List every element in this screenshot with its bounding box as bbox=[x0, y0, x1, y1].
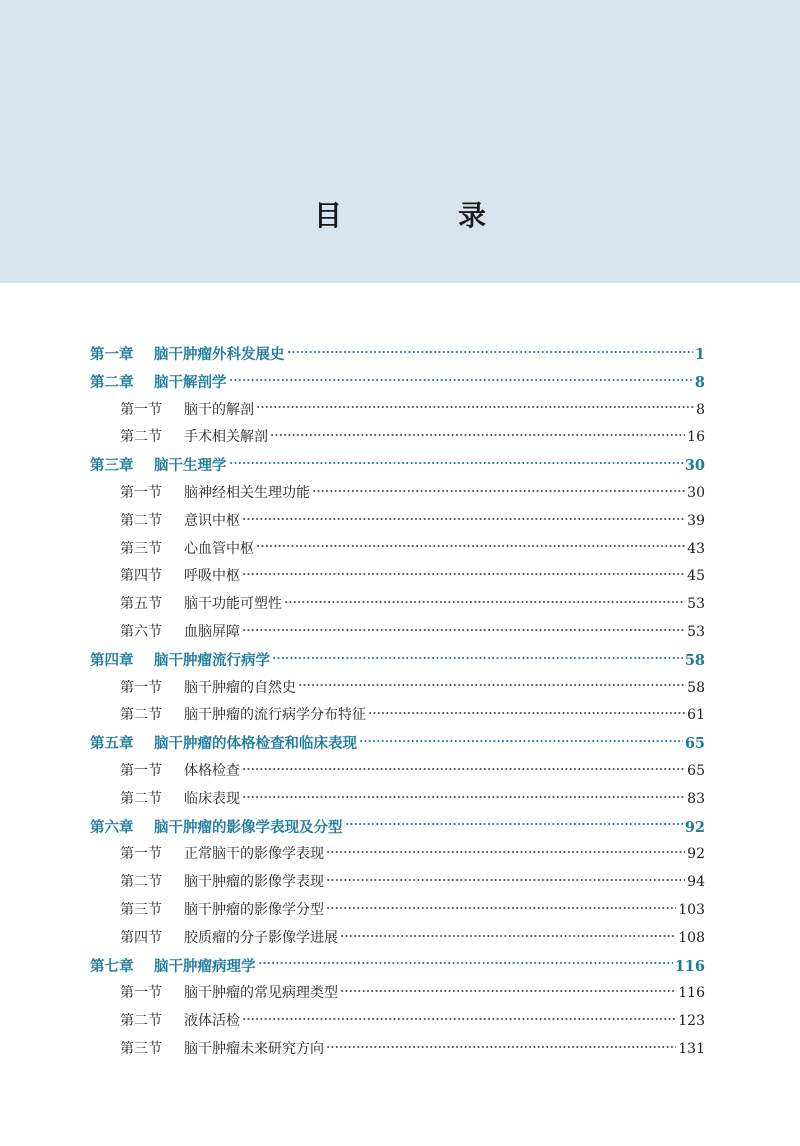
toc-page-number: 30 bbox=[687, 484, 705, 501]
toc-chapter-row bbox=[90, 369, 705, 397]
toc-chapter-row bbox=[90, 647, 705, 675]
toc-entry-title: 脑神经相关生理功能 bbox=[184, 484, 310, 501]
toc-section-row bbox=[90, 925, 705, 953]
toc-entry-title: 脑干肿瘤病理学 bbox=[154, 957, 256, 975]
toc-entry-number: 第一节 bbox=[120, 846, 162, 863]
toc-entry-title: 正常脑干的影像学表现 bbox=[184, 846, 324, 863]
toc-entry-title: 呼吸中枢 bbox=[184, 568, 240, 585]
toc-page-number: 43 bbox=[687, 540, 705, 557]
toc-entry-number: 第一节 bbox=[120, 679, 162, 696]
toc-entry-number: 第五节 bbox=[120, 596, 162, 613]
toc-dot-leader bbox=[287, 349, 693, 355]
toc-page-number: 92 bbox=[687, 846, 705, 863]
toc-entry-number: 第三节 bbox=[120, 1040, 162, 1057]
toc-section-row bbox=[90, 508, 705, 536]
toc-entry-number: 第一章 bbox=[90, 346, 134, 363]
toc-section-row bbox=[90, 591, 705, 619]
toc-dot-leader bbox=[340, 988, 676, 994]
toc-entry-number: 第三章 bbox=[90, 457, 134, 475]
toc-entry-title: 脑干肿瘤的自然史 bbox=[184, 679, 296, 696]
toc-page-number: 65 bbox=[687, 762, 705, 779]
toc-page-number: 8 bbox=[694, 373, 705, 391]
page-title: 目 录 bbox=[313, 199, 530, 232]
toc-dot-leader bbox=[242, 627, 685, 633]
toc-entry-number: 第六节 bbox=[120, 623, 162, 640]
toc-dot-leader bbox=[242, 516, 685, 522]
toc-page-number: 131 bbox=[678, 1040, 705, 1057]
toc-entry-number: 第二节 bbox=[120, 429, 162, 446]
toc-entry-number: 第二节 bbox=[120, 512, 162, 529]
toc-entry-title: 意识中枢 bbox=[184, 512, 240, 529]
toc-page-number: 103 bbox=[678, 901, 705, 918]
toc-dot-leader bbox=[229, 460, 683, 466]
toc-entry-title: 脑干肿瘤外科发展史 bbox=[154, 346, 285, 363]
toc-dot-leader bbox=[284, 599, 685, 605]
toc-entry-title: 血脑屏障 bbox=[184, 623, 240, 640]
toc-page-number: 65 bbox=[684, 735, 705, 753]
toc-entry-number: 第四节 bbox=[120, 568, 162, 585]
toc-section-row bbox=[90, 619, 705, 647]
toc-dot-leader bbox=[242, 1016, 676, 1022]
toc-dot-leader bbox=[326, 849, 685, 855]
toc-section-row bbox=[90, 758, 705, 786]
toc-page-number: 116 bbox=[674, 957, 705, 975]
toc-entry-number: 第一节 bbox=[120, 401, 162, 418]
toc-entry-number: 第七章 bbox=[90, 957, 134, 975]
toc-entry-title: 体格检查 bbox=[184, 762, 240, 779]
toc-dot-leader bbox=[345, 821, 683, 827]
toc-entry-title: 脑干肿瘤的影像学表现 bbox=[184, 874, 324, 891]
toc-entry-number: 第三节 bbox=[120, 901, 162, 918]
toc-entry-title: 脑干肿瘤的影像学分型 bbox=[184, 901, 324, 918]
toc-entry-title: 心血管中枢 bbox=[184, 540, 254, 557]
toc-dot-leader bbox=[326, 877, 685, 883]
toc-page-number: 53 bbox=[687, 623, 705, 640]
toc-page-number: 58 bbox=[684, 651, 705, 669]
toc-page-number: 16 bbox=[687, 429, 705, 446]
toc-section-row bbox=[90, 397, 705, 425]
toc-entry-title: 脑干解剖学 bbox=[154, 373, 227, 391]
toc-page-number: 116 bbox=[678, 985, 705, 1002]
toc-page-number: 1 bbox=[694, 346, 705, 363]
toc-page-number: 61 bbox=[687, 707, 705, 724]
toc-entry-title: 脑干肿瘤的体格检查和临床表现 bbox=[154, 735, 357, 753]
toc-page-number: 83 bbox=[687, 790, 705, 807]
toc-chapter-row bbox=[90, 814, 705, 842]
toc-dot-leader bbox=[270, 432, 685, 438]
toc-section-row bbox=[90, 563, 705, 591]
toc-dot-leader bbox=[242, 766, 685, 772]
toc-dot-leader bbox=[298, 682, 685, 688]
toc-entry-title: 脑干功能可塑性 bbox=[184, 596, 282, 613]
toc-page-number: 123 bbox=[678, 1013, 705, 1030]
toc-section-row bbox=[90, 480, 705, 508]
toc-entry-title: 脑干的解剖 bbox=[184, 401, 254, 418]
toc-section-row bbox=[90, 980, 705, 1008]
toc-entry-number: 第四章 bbox=[90, 651, 134, 669]
toc-dot-leader bbox=[229, 377, 693, 383]
toc-section-row bbox=[90, 675, 705, 703]
toc-entry-number: 第一节 bbox=[120, 484, 162, 501]
toc-dot-leader bbox=[340, 933, 676, 939]
toc-dot-leader bbox=[242, 571, 685, 577]
toc-entry-title: 脑干肿瘤的常见病理类型 bbox=[184, 985, 338, 1002]
toc-entry-number: 第一节 bbox=[120, 985, 162, 1002]
toc-dot-leader bbox=[256, 543, 685, 549]
toc-page-number: 108 bbox=[678, 929, 705, 946]
toc-entry-number: 第二节 bbox=[120, 874, 162, 891]
toc-dot-leader bbox=[359, 738, 683, 744]
toc-chapter-row bbox=[90, 341, 705, 369]
toc-dot-leader bbox=[368, 710, 685, 716]
toc-dot-leader bbox=[326, 1044, 676, 1050]
toc-section-row bbox=[90, 702, 705, 730]
toc-page-number: 30 bbox=[684, 457, 705, 475]
toc-section-row bbox=[90, 897, 705, 925]
toc-page-number: 92 bbox=[684, 818, 705, 836]
toc-section-row bbox=[90, 1008, 705, 1036]
toc-entry-title: 液体活检 bbox=[184, 1013, 240, 1030]
toc-entry-title: 手术相关解剖 bbox=[184, 429, 268, 446]
toc-entry-number: 第二节 bbox=[120, 790, 162, 807]
toc-dot-leader bbox=[242, 794, 685, 800]
toc-dot-leader bbox=[256, 404, 694, 410]
toc-entry-title: 脑干生理学 bbox=[154, 457, 227, 475]
toc-page-number: 39 bbox=[687, 512, 705, 529]
toc-entry-number: 第一节 bbox=[120, 762, 162, 779]
toc-entry-number: 第二节 bbox=[120, 707, 162, 724]
toc-entry-number: 第二章 bbox=[90, 373, 134, 391]
toc-page-number: 45 bbox=[687, 568, 705, 585]
header-band bbox=[0, 0, 800, 283]
toc-dot-leader bbox=[272, 655, 683, 661]
toc-page-number: 94 bbox=[687, 874, 705, 891]
toc-entry-number: 第四节 bbox=[120, 929, 162, 946]
toc-section-row bbox=[90, 1036, 705, 1064]
toc-dot-leader bbox=[258, 960, 673, 966]
toc-dot-leader bbox=[326, 905, 676, 911]
toc-entry-title: 胶质瘤的分子影像学进展 bbox=[184, 929, 338, 946]
toc-entry-title: 脑干肿瘤的流行病学分布特征 bbox=[184, 707, 366, 724]
toc-page-number: 53 bbox=[687, 596, 705, 613]
toc-section-row bbox=[90, 536, 705, 564]
toc-dot-leader bbox=[312, 488, 685, 494]
toc-section-row bbox=[90, 841, 705, 869]
toc-entry-title: 脑干肿瘤未来研究方向 bbox=[184, 1040, 324, 1057]
toc-entry-number: 第五章 bbox=[90, 735, 134, 753]
toc-entry-number: 第六章 bbox=[90, 818, 134, 836]
toc-section-row bbox=[90, 424, 705, 452]
toc-entry-number: 第二节 bbox=[120, 1013, 162, 1030]
toc-entry-number: 第三节 bbox=[120, 540, 162, 557]
toc-chapter-row bbox=[90, 953, 705, 981]
toc-section-row bbox=[90, 786, 705, 814]
toc-page-number: 58 bbox=[687, 679, 705, 696]
toc-entry-title: 脑干肿瘤流行病学 bbox=[154, 651, 270, 669]
toc-section-row bbox=[90, 869, 705, 897]
toc-chapter-row bbox=[90, 452, 705, 480]
toc-entry-title: 临床表现 bbox=[184, 790, 240, 807]
toc-chapter-row bbox=[90, 730, 705, 758]
toc-entry-title: 脑干肿瘤的影像学表现及分型 bbox=[154, 818, 343, 836]
table-of-contents bbox=[90, 341, 705, 1064]
toc-page-number: 8 bbox=[696, 401, 705, 418]
